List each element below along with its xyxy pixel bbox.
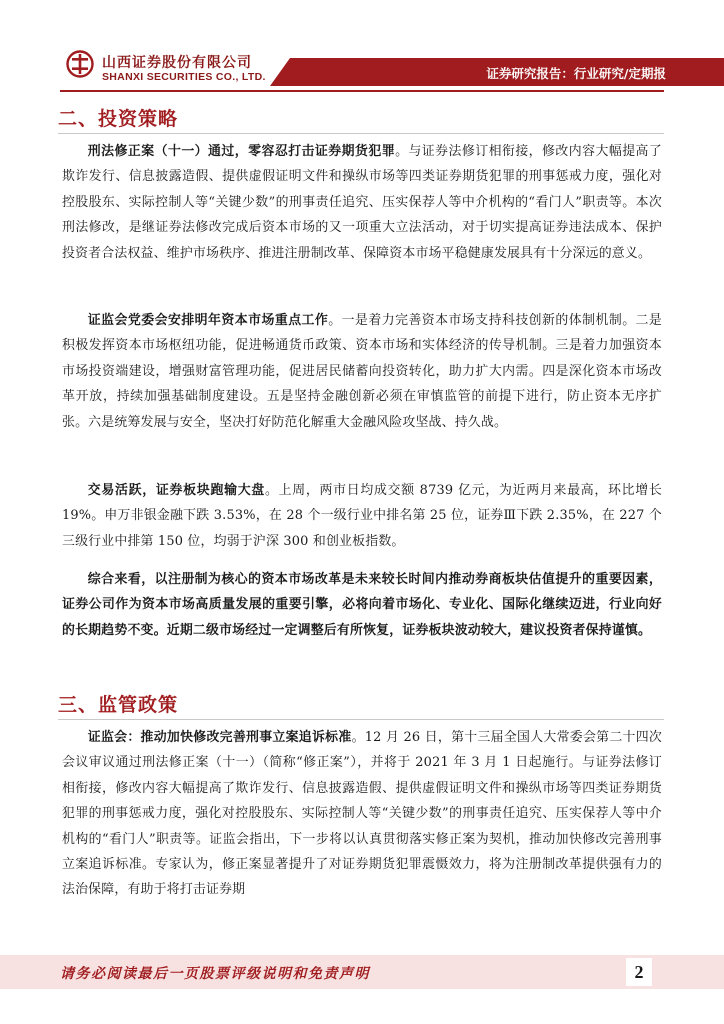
section-title-regulatory-policy: 三、监管政策 (58, 694, 179, 716)
header-divider (60, 90, 664, 92)
paragraph-body: 。上周，两市日均成交额 8739 亿元，为近两月来最高，环比增长 19%。申万非银金融下跌 3.53%，在 28 个一级行业中排名第 25 位，证券Ⅲ下跌 2.35%，在 227 个三级行业中排第 150 位，均弱于沪深 300 和创业板指数。 (62, 483, 662, 549)
paragraph-body: 。一是着力完善资本市场支持科技创新的体制机制。二是积极发挥资本市场枢纽功能，促进畅通货币政策、资本市场和实体经济的传导机制。三是着力加强资本市场投资端建设，增强财富管理功能，促进居民储蓄向投资转化，助力扩大内需。四是深化资本市场改革开放，持续加强基础制度建设。五是坚持金融创新必须在审慎监管的前提下进行，防止资本无序扩张。六是统筹发展与安全，坚决打好防范化解重大金融风险攻坚战、持久战。 (62, 313, 663, 430)
paragraph-csrc-prosecution-standards (62, 725, 662, 903)
company-logo-icon (66, 50, 94, 78)
company-name-cn: 山西证券股份有限公司 (102, 55, 252, 71)
paragraph-body: 综合来看，以注册制为核心的资本市场改革是未来较长时间内推动券商板块估值提升的重要因素，证券公司作为资本市场高质量发展的重要引擎，必将向着市场化、专业化、国际化继续迈进，行业向好的长期趋势不变。近期二级市场经过一定调整后有所恢复，证券板块波动较大，建议投资者保持谨慎。 (62, 572, 662, 638)
paragraph-conclusion (62, 567, 662, 643)
page-header (0, 0, 724, 95)
section-title-investment-strategy: 二、投资策略 (58, 108, 179, 130)
footer-disclaimer: 请务必阅读最后一页股票评级说明和免责声明 (60, 966, 370, 982)
company-name-en: SHANXI SECURITIES CO., LTD. (102, 71, 266, 83)
page-number: 2 (626, 958, 652, 986)
paragraph-csrc-priorities (62, 308, 662, 435)
header-band-tip (270, 58, 290, 86)
paragraph-market-activity (62, 478, 662, 554)
paragraph-criminal-law-amendment (62, 139, 662, 266)
section-divider (58, 133, 664, 134)
paragraph-lead: 证监会党委会安排明年资本市场重点工作 (87, 313, 329, 328)
section-divider (58, 719, 664, 720)
paragraph-body: 。12 月 26 日，第十三届全国人大常委会第二十四次会议审议通过刑法修正案（十一）（简称“修正案”），并将于 2021 年 3 月 1 日起施行。与证券法修订相衔接，修改内容大幅提高了欺诈发行、信息披露造假、提供虚假证明文件和操纵市场等四类证券期货犯罪的刑事惩戒力度，强化对控股股东、实际控制人等“关键少数”的刑事责任追究、压实保荐人等中介机构的“看门人”职责等。证监会指出，下一步将以认真贯彻落实修正案为契机，推动加快修改完善刑事立案追诉标准。专家认为，修正案显著提升了对证券期货犯罪震慑效力，将为注册制改革提供强有力的法治保障，有助于将打击证券期 (62, 730, 663, 898)
paragraph-body: 。与证券法修订相衔接，修改内容大幅提高了欺诈发行、信息披露造假、提供虚假证明文件和操纵市场等四类证券期货犯罪的刑事惩戒力度，强化对控股股东、实际控制人等“关键少数”的刑事责任追究、压实保荐人等中介机构的“看门人”职责等。本次刑法修改，是继证券法修改完成后资本市场的又一项重大立法活动，对于切实提高证券违法成本、保护投资者合法权益、维护市场秩序、推进注册制改革、保障资本市场平稳健康发展具有十分深远的意义。 (62, 144, 663, 261)
paragraph-lead: 证监会：推动加快修改完善刑事立案追诉标准 (87, 730, 352, 745)
paragraph-lead: 刑法修正案（十一）通过，零容忍打击证券期货犯罪 (87, 144, 396, 159)
paragraph-lead: 交易活跃，证券板块跑输大盘 (87, 483, 265, 498)
report-type-label: 证券研究报告：行业研究/定期报 (486, 66, 666, 81)
